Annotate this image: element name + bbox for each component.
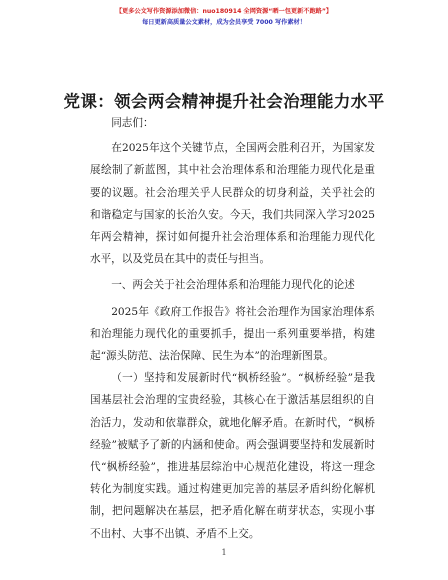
banner-line-1: 【更多公文写作资源添加微信：nuo180914 全网资源“晒一包更新不跑路”】 — [115, 8, 333, 15]
paragraph: （一）坚持和发展新时代“枫桥经验”。“枫桥经验”是我国基层社会治理的宝贵经验，其核心在于激活基层组织的自治活力，发动和依靠群众，就地化解矛盾。在新时代，“枫桥经验”被赋予了新的内涵和使命。两会强调要坚持和发展新时代“枫桥经验”，推进基层综治中心规范化建设，将这一理念转化为制度实践。通过构建更加完善的基层矛盾纠纷化解机制，把问题解决在基层，把矛盾化解在萌芽状态，实现小事不出村、大事不出镇、矛盾不上交。 — [90, 372, 375, 540]
greeting: 同志们： — [111, 117, 154, 129]
promo-banner — [0, 6, 448, 28]
banner-line-2: 每日更新高质量公文素材，成为会员享受 7000 写作素材！ — [142, 19, 306, 26]
section-heading: 一、两会关于社会治理体系和治理能力现代化的论述 — [111, 279, 355, 292]
page-number: 1 — [221, 548, 227, 557]
paragraph: 2025年《政府工作报告》将社会治理作为国家治理体系和治理能力现代化的重要抓手，提出一系列重要举措，构建起“源头防范、法治保障、民生为本”的治理新图景。 — [90, 305, 375, 363]
intro-paragraph: 在2025年这个关键节点，全国两会胜利召开，为国家发展绘制了新蓝图，其中社会治理体系和治理能力现代化是重要的议题。社会治理关乎人民群众的切身利益，关乎社会的和谐稳定与国家的长治久安。今天，我们共同深入学习2025年两会精神，探讨如何提升社会治理体系和治理能力现代化水平，以及党员在其中的责任与担当。 — [90, 142, 375, 266]
document-body — [90, 112, 375, 545]
document-title: 党课：领会两会精神提升社会治理能力水平 — [63, 92, 385, 111]
